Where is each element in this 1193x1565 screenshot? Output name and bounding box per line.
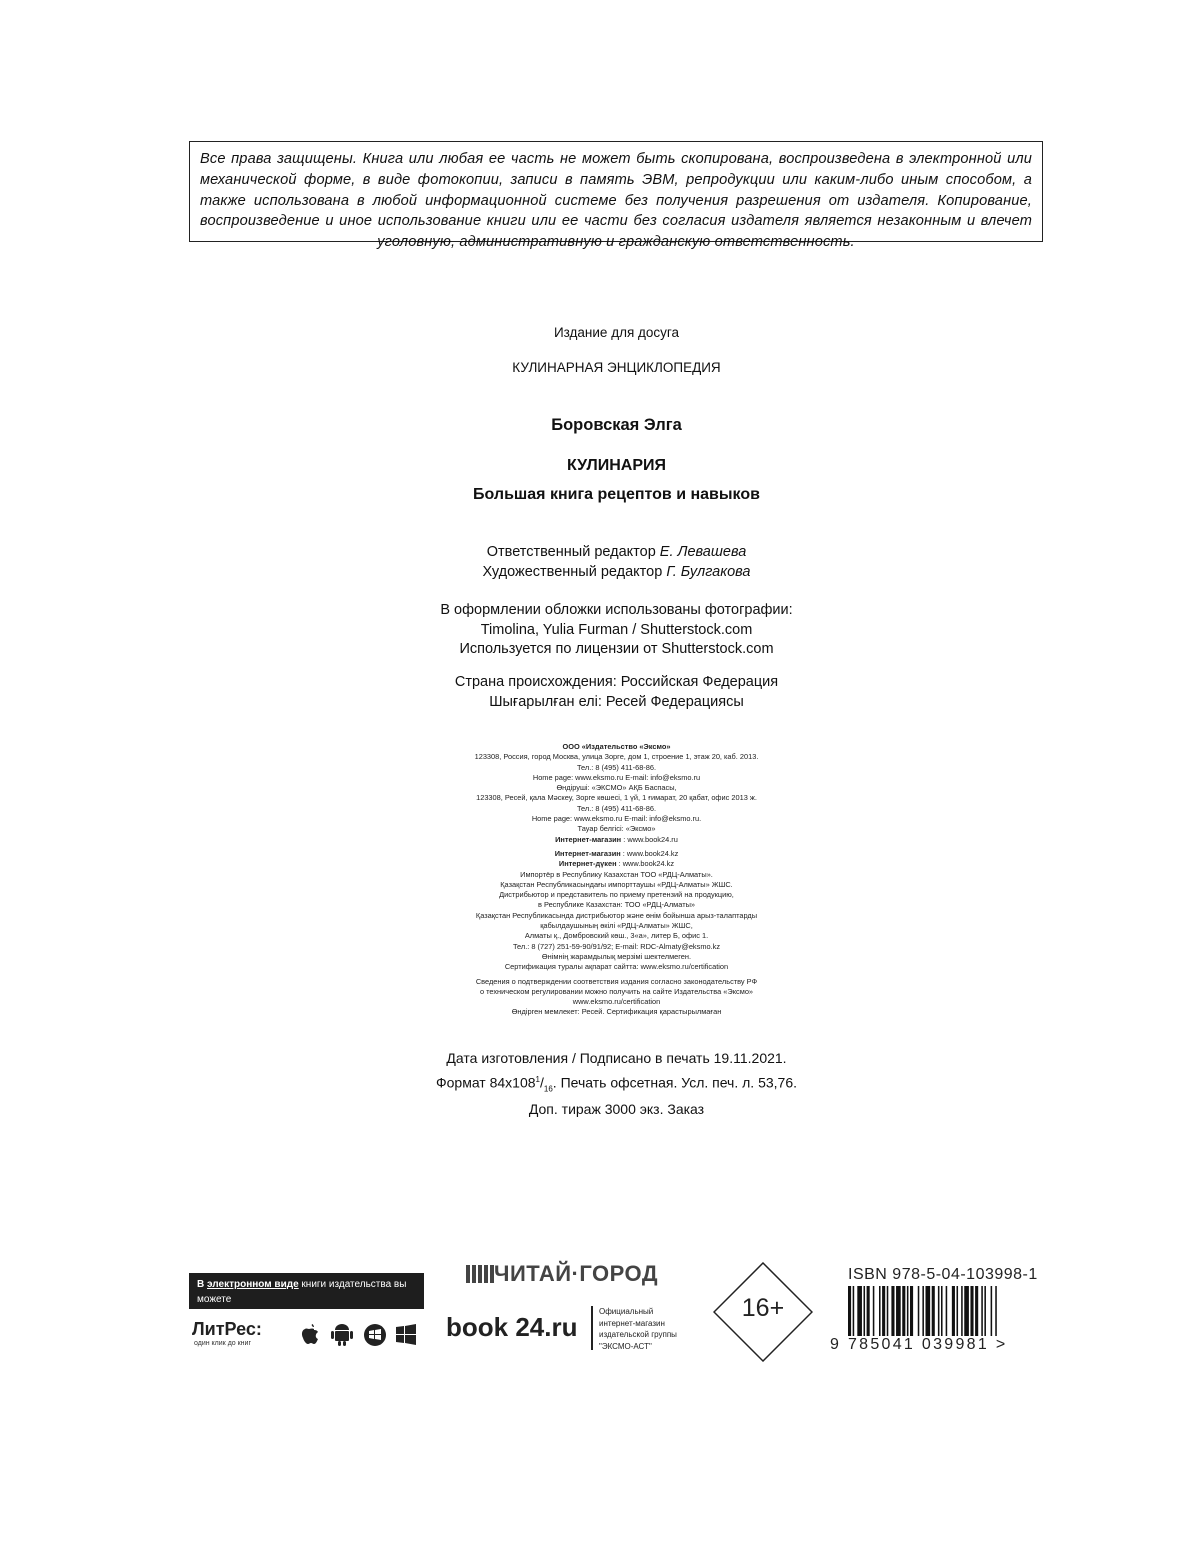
imprint-line: Дистрибьютор и представитель по приему претензий на продукцию, [499, 890, 734, 900]
chitai-gorod-icon [466, 1265, 494, 1283]
imprint-publisher: ООО «Издательство «Эксмо» [562, 742, 671, 751]
art-editor: Художественный редактор Г. Булгакова [482, 564, 751, 580]
android-icon [331, 1324, 353, 1346]
imprint-line: Тел.: 8 (727) 251-59-90/91/92; E-mail: RDC-Almaty@eksmo.kz [512, 941, 721, 951]
barcode-bar [882, 1286, 885, 1336]
author-name: Боровская Элга [551, 416, 682, 434]
barcode-bar [946, 1286, 948, 1336]
series-name: КУЛИНАРНАЯ ЭНЦИКЛОПЕДИЯ [512, 360, 721, 375]
imprint-line: Қазақстан Республикасында дистрибьютор және өнім бойынша арыз-талаптарды [475, 910, 758, 920]
edition-type: Издание для досуга [553, 325, 680, 340]
book24-description: Официальный интернет-магазин издательской группы "ЭКСМО-АСТ" [599, 1307, 677, 1351]
barcode-bar [964, 1286, 969, 1336]
imprint-line: қабылдаушының өкілі «РДЦ-Алматы» ЖШС, [540, 921, 693, 931]
barcode-bar [926, 1286, 931, 1336]
barcode-bar [848, 1286, 851, 1336]
imprint-line: о техническом регулировании можно получить на сайте Издательства «Эксмо» [479, 986, 754, 996]
isbn: ISBN 978-5-04-103998-1 [848, 1266, 1038, 1283]
barcode-bar [896, 1286, 901, 1336]
print-format: Формат $84x108^1/_{16}$. Печать офсетная. Усл. печ. л. 53,76. [435, 1074, 797, 1094]
imprint-line: Импортёр в Республику Казахстан ТОО «РДЦ-Алматы». [520, 869, 713, 879]
book24-logo: book 24.ru [446, 1312, 578, 1342]
imprint-line: Тел.: 8 (495) 411-68-86. [576, 762, 657, 772]
barcode-bar [984, 1286, 986, 1336]
imprint-line: Сертификация туралы ақпарат сайтта: www.eksmo.ru/certification [504, 962, 729, 972]
windows-phone-icon [364, 1324, 386, 1346]
print-run: Доп. тираж 3000 экз. Заказ [528, 1101, 705, 1118]
cover-credit-line: Используется по лицензии от Shutterstock.com [459, 641, 774, 657]
litres-banner[interactable]: В электронном виде книги издательства вы можете купить на www.litres.ru [189, 1273, 424, 1309]
imprint-shop-ru: Интернет-магазин : www.book24.ru [555, 834, 678, 844]
barcode [828, 1286, 1048, 1336]
imprint-line: Home page: www.eksmo.ru E-mail: info@eksmo.ru [532, 772, 701, 782]
barcode-bar [879, 1286, 881, 1336]
imprint-shop-kz2: Интернет-дүкен : www.book24.kz [558, 859, 675, 869]
divider [591, 1306, 593, 1350]
imprint-line: Өнімнің жарамдылық мерзімі шектелмеген. [541, 951, 692, 961]
barcode-bar [952, 1286, 955, 1336]
litres-tagline: один клик до книг [194, 1340, 252, 1347]
barcode-bar [907, 1286, 909, 1336]
barcode-bar [995, 1286, 997, 1336]
barcode-bar [922, 1286, 924, 1336]
barcode-bar [902, 1286, 905, 1336]
imprint-block [0, 742, 1193, 1018]
cover-credit-line: В оформлении обложки использованы фотографии: [440, 602, 793, 618]
imprint-line: Өндіруші: «ЭКСМО» АҚБ Баспасы, [556, 783, 677, 793]
barcode-bar [853, 1286, 855, 1336]
barcode-bar [873, 1286, 875, 1336]
windows-icon [396, 1324, 416, 1345]
barcode-bar [910, 1286, 913, 1336]
imprint-line: www.eksmo.ru/certification [572, 997, 661, 1007]
imprint-line: Home page: www.eksmo.ru E-mail: info@eksmo.ru. [531, 814, 702, 824]
production-block [0, 1048, 1193, 1120]
responsible-editor: Ответственный редактор Е. Левашева [486, 544, 747, 560]
age-rating: 16+ [741, 1294, 785, 1322]
copyright-notice: Все права защищены. Книга или любая ее часть не может быть скопирована, воспроизведена в электронной или механической форме, в виде фотокопии, записи в память ЭВМ, репродукции или каким-либо иным способом, а также использована в любой информационной системе без получения разрешения от издателя. Копирование, воспроизведение и иное использование книги или ее части без согласия издателя является незаконным и влечет уголовную, административную и гражданскую ответственность. [189, 141, 1043, 242]
barcode-bar [887, 1286, 889, 1336]
print-date: Дата изготовления / Подписано в печать 19.11.2021. [446, 1050, 787, 1066]
imprint-line: Сведения о подтверждении соответствия издания согласно законодательству РФ [475, 976, 758, 986]
barcode-bar [970, 1286, 973, 1336]
origin-country: Страна происхождения: Российская Федерация [454, 674, 779, 690]
barcode-bar [867, 1286, 870, 1336]
barcode-bar [857, 1286, 862, 1336]
platform-icons [300, 1320, 422, 1348]
apple-icon [302, 1324, 318, 1344]
cover-credit-line: Timolina, Yulia Furman / Shutterstock.com [480, 622, 753, 638]
litres-logo: ЛитРес: [192, 1319, 262, 1339]
barcode-bar [864, 1286, 866, 1336]
book-title: КУЛИНАРИЯ [566, 457, 666, 474]
barcode-number: 9 785041 039981 > [830, 1336, 1008, 1353]
imprint-line: 123308, Ресей, қала Мәскеу, Зорге көшесі, 1 үй, 1 ғимарат, 20 қабат, офис 2013 ж. [476, 793, 757, 803]
barcode-bar [991, 1286, 993, 1336]
barcode-bar [957, 1286, 959, 1336]
origin-country-kz: Шығарылған елі: Ресей Федерациясы [489, 694, 744, 710]
barcode-bar [941, 1286, 943, 1336]
barcode-bar [891, 1286, 894, 1336]
imprint-line: Тауар белгісі: «Эксмо» [577, 824, 656, 834]
barcode-bar [932, 1286, 935, 1336]
barcode-bar [918, 1286, 920, 1336]
imprint-line: Тел.: 8 (495) 411-68-86. [576, 803, 657, 813]
book-subtitle: Большая книга рецептов и навыков [473, 486, 760, 503]
imprint-line: Өндірген мемлекет: Ресей. Сертификация қарастырылмаған [511, 1007, 722, 1017]
imprint-shop-kz: Интернет-магазин : www.book24.kz [554, 848, 679, 858]
barcode-bar [938, 1286, 940, 1336]
imprint-line: Қазақстан Республикасындағы импорттаушы «РДЦ-Алматы» ЖШС. [500, 879, 733, 889]
imprint-line: в Республике Казахстан: ТОО «РДЦ-Алматы» [537, 900, 696, 910]
barcode-bar [975, 1286, 978, 1336]
barcode-bar [981, 1286, 983, 1336]
imprint-line: Алматы қ., Домбровский көш., 3«а», литер Б, офис 1. [524, 931, 709, 941]
barcode-bar [961, 1286, 963, 1336]
imprint-line: 123308, Россия, город Москва, улица Зорге, дом 1, строение 1, этаж 20, каб. 2013. [474, 752, 759, 762]
chitai-gorod-logo: ЧИТАЙ·ГОРОД [466, 1261, 658, 1287]
